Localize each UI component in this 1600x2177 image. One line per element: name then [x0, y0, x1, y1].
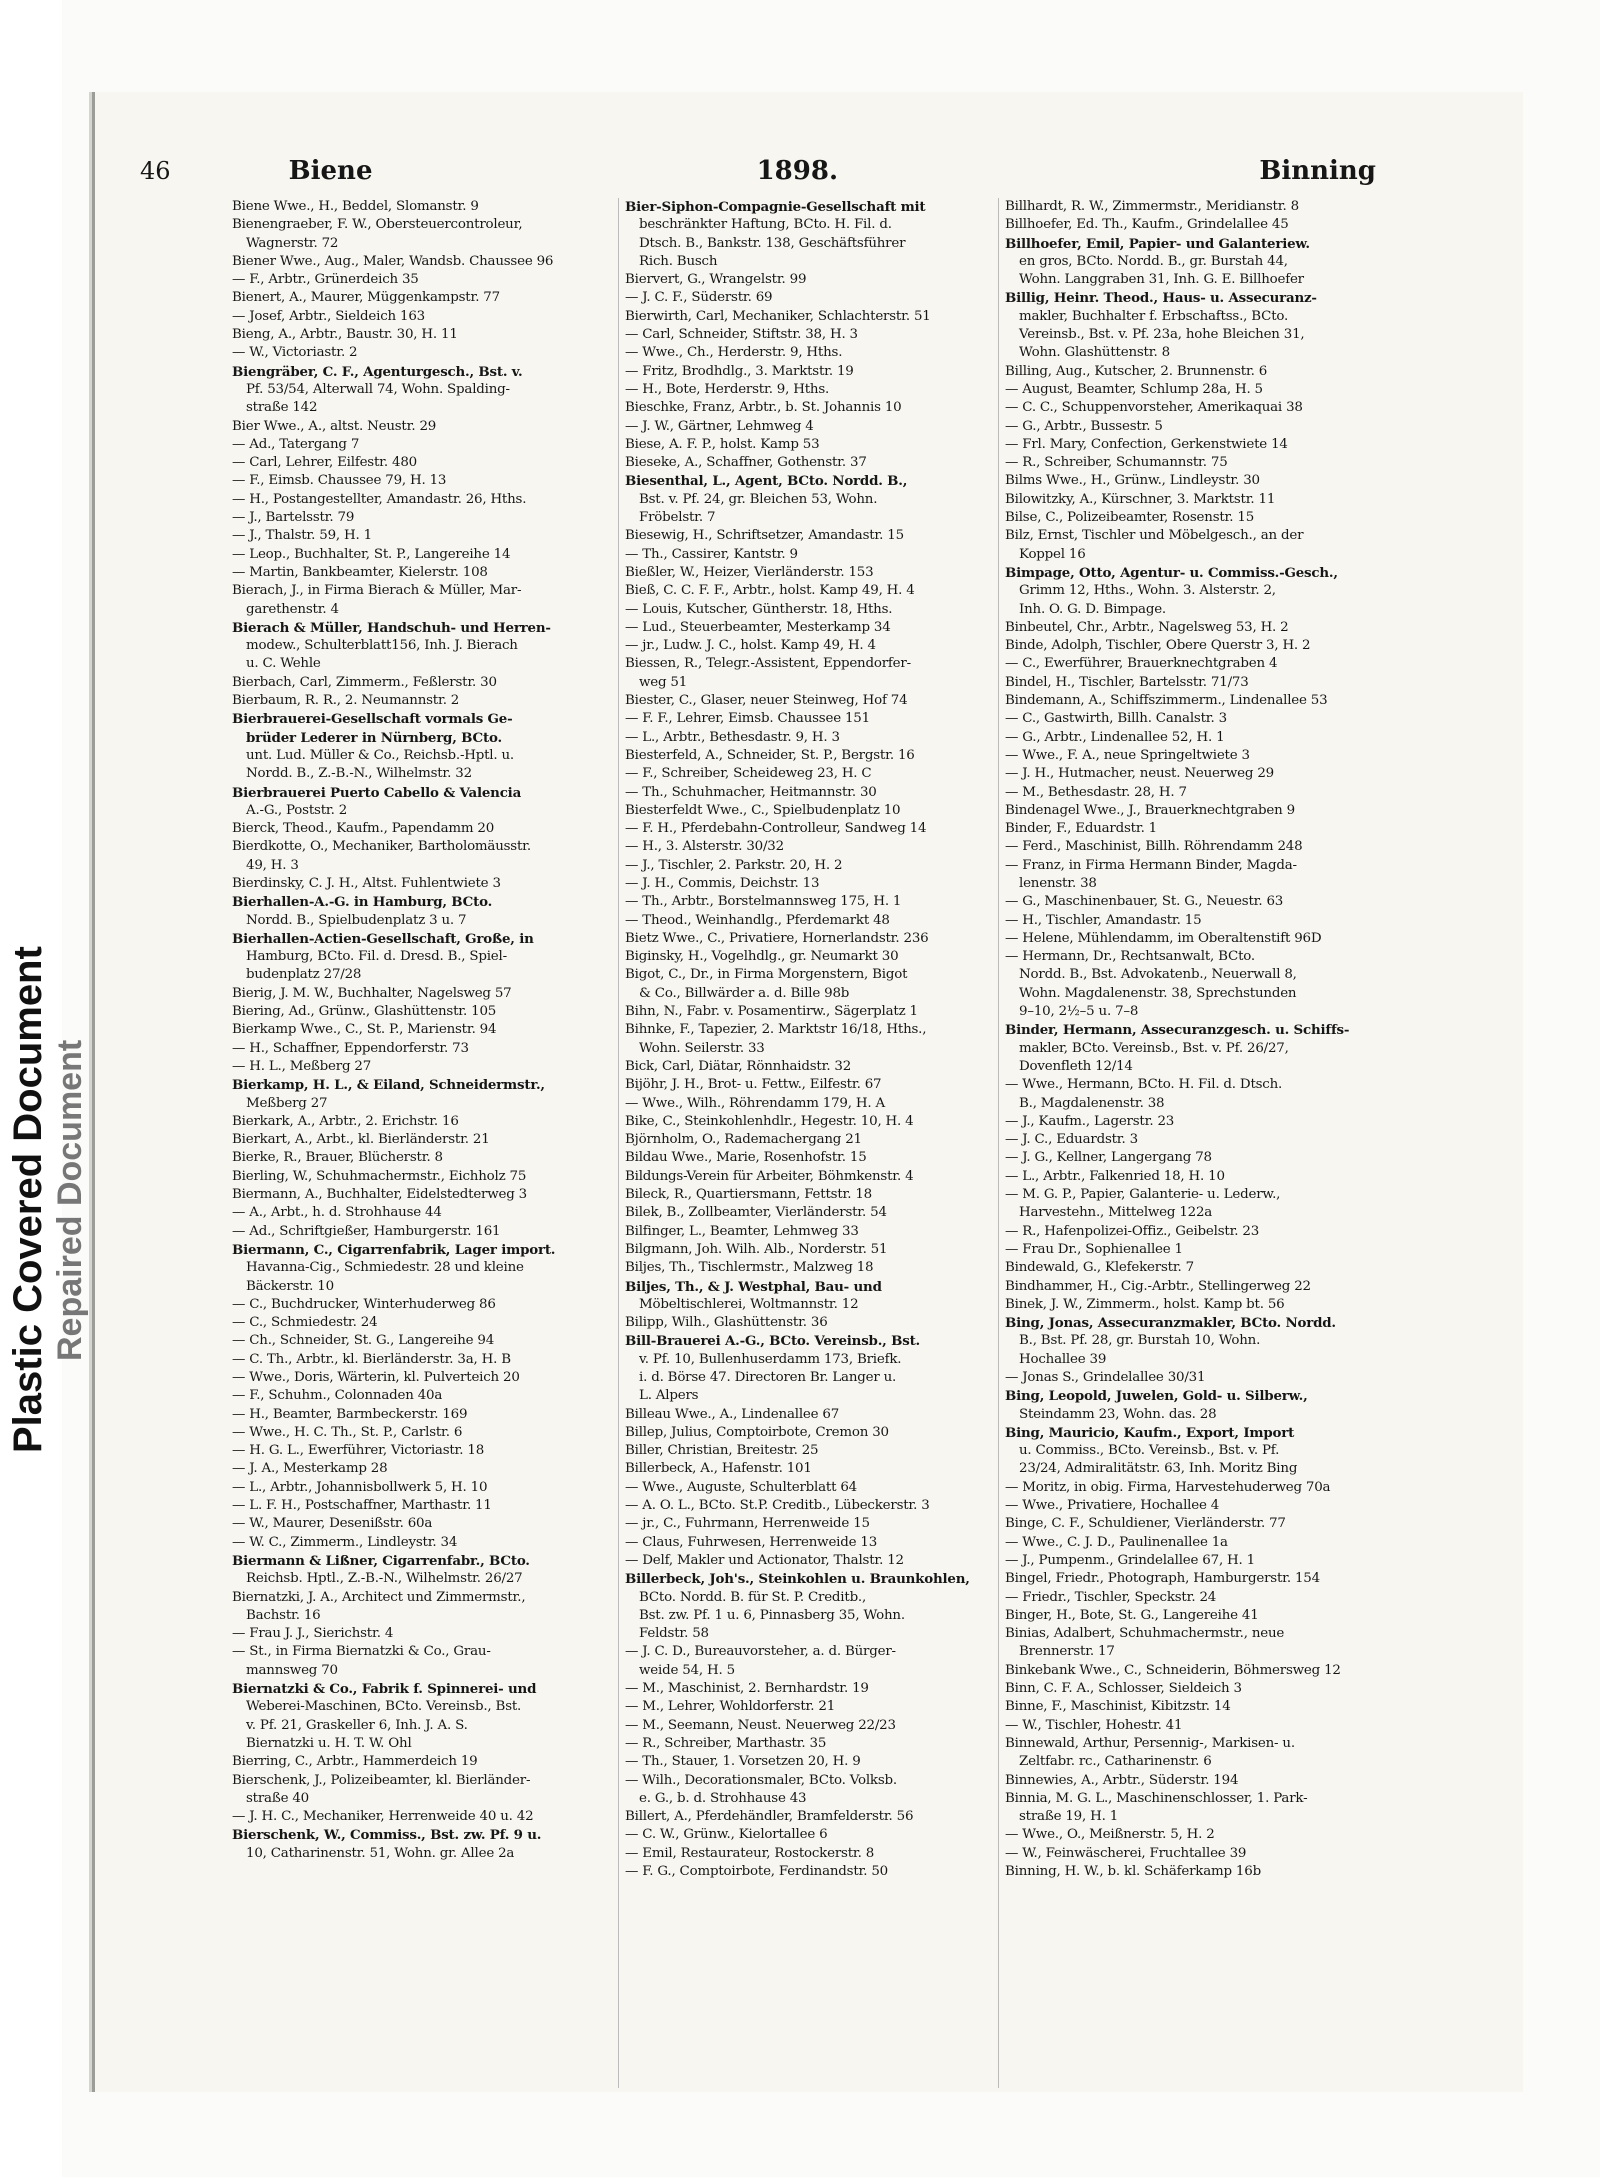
directory-entry: Biernatzki & Co., Fabrik f. Spinnerei- und: [232, 1681, 537, 1698]
directory-entry: Bingel, Friedr., Photograph, Hamburgerstr. 154: [1005, 1571, 1320, 1587]
directory-entry: Biese, A. F. P., holst. Kamp 53: [625, 436, 820, 452]
entry-continuation: Inh. O. G. D. Bimpage.: [1019, 601, 1166, 617]
directory-entry: Biernatzki, J. A., Architect und Zimmermstr.,: [232, 1589, 526, 1605]
entry-continuation: Weberei-Maschinen, BCto. Vereinsb., Bst.: [246, 1699, 522, 1715]
directory-entry: — J., Thalstr. 59, H. 1: [232, 528, 372, 544]
entry-continuation: makler, BCto. Vereinsb., Bst. v. Pf. 26/27,: [1019, 1040, 1289, 1056]
entry-continuation: Wohn. Glashüttenstr. 8: [1019, 345, 1170, 361]
directory-entry: — Friedr., Tischler, Speckstr. 24: [1005, 1589, 1217, 1605]
directory-entry: — C. C., Schuppenvorsteher, Amerikaquai 38: [1005, 400, 1303, 416]
directory-entry: Bierach, J., in Firma Bierach & Müller, Mar-: [232, 583, 522, 599]
directory-entry: — C., Ewerführer, Brauerknechtgraben 4: [1005, 656, 1278, 672]
directory-entry: Bing, Leopold, Juwelen, Gold- u. Silberw.,: [1005, 1388, 1308, 1405]
directory-entry: — Wwe., C. J. D., Paulinenallee 1a: [1005, 1534, 1228, 1550]
directory-entry: Binge, C. F., Schuldiener, Vierländerstr. 77: [1005, 1516, 1286, 1532]
directory-entry: — jr., Ludw. J. C., holst. Kamp 49, H. 4: [625, 638, 876, 654]
entry-continuation: e. G., b. d. Strohhause 43: [639, 1790, 807, 1806]
entry-continuation: Dovenfleth 12/14: [1019, 1058, 1133, 1074]
directory-entry: Bilz, Ernst, Tischler und Möbelgesch., an der: [1005, 528, 1304, 544]
entry-continuation: straße 19, H. 1: [1019, 1809, 1119, 1825]
directory-entry: — Hermann, Dr., Rechtsanwalt, BCto.: [1005, 949, 1255, 965]
directory-entry: — Helene, Mühlendamm, im Oberaltenstift 96D: [1005, 930, 1322, 946]
directory-entry: — Wwe., Ch., Herderstr. 9, Hths.: [625, 345, 843, 361]
directory-entry: — J. G., Kellner, Langergang 78: [1005, 1150, 1212, 1166]
directory-entry: — Th., Schuhmacher, Heitmannstr. 30: [625, 784, 877, 800]
entry-continuation: u. C. Wehle: [246, 656, 321, 672]
entry-continuation: beschränkter Haftung, BCto. H. Fil. d.: [639, 217, 892, 233]
entry-continuation: Meßberg 27: [246, 1095, 328, 1111]
directory-entry: — Louis, Kutscher, Güntherstr. 18, Hths.: [625, 601, 893, 617]
entry-continuation: Bachstr. 16: [246, 1607, 321, 1623]
entry-continuation: Grimm 12, Hths., Wohn. 3. Alsterstr. 2,: [1019, 583, 1276, 599]
directory-entry: Bier Wwe., A., altst. Neustr. 29: [232, 418, 437, 434]
directory-entry: — W., Victoriastr. 2: [232, 345, 358, 361]
column-1: [232, 198, 604, 2088]
directory-entry: — Delf, Makler und Actionator, Thalstr. 12: [625, 1552, 904, 1568]
header-right-word: Binning: [1259, 156, 1376, 186]
entry-continuation: BCto. Nordd. B. für St. P. Creditb.,: [639, 1589, 867, 1605]
directory-entry: — J. C., Eduardstr. 3: [1005, 1132, 1138, 1148]
directory-entry: — Ferd., Maschinist, Billh. Röhrendamm 248: [1005, 839, 1303, 855]
directory-entry: — R., Schreiber, Marthastr. 35: [625, 1735, 827, 1751]
directory-entry: Bileck, R., Quartiersmann, Fettstr. 18: [625, 1187, 872, 1203]
entry-continuation: B., Magdalenenstr. 38: [1019, 1095, 1165, 1111]
entry-continuation: Feldstr. 58: [639, 1626, 709, 1642]
directory-entry: — J. H. C., Mechaniker, Herrenweide 40 u. 42: [232, 1809, 534, 1825]
directory-entry: — J. A., Mesterkamp 28: [232, 1461, 388, 1477]
directory-entry: — Wwe., Privatiere, Hochallee 4: [1005, 1498, 1220, 1514]
directory-entry: Biering, Ad., Grünw., Glashüttenstr. 105: [232, 1004, 497, 1020]
directory-entry: Bindhammer, H., Cig.-Arbtr., Stellingerweg 22: [1005, 1278, 1311, 1294]
directory-entry: — Ad., Tatergang 7: [232, 436, 360, 452]
entry-continuation: Brennerstr. 17: [1019, 1644, 1115, 1660]
header-left-word: Biene: [288, 156, 373, 186]
entry-continuation: Pf. 53/54, Alterwall 74, Wohn. Spalding-: [246, 381, 510, 397]
directory-entry: Bierschenk, W., Commiss., Bst. zw. Pf. 9 u.: [232, 1827, 542, 1844]
directory-entry: — R., Hafenpolizei-Offiz., Geibelstr. 23: [1005, 1223, 1260, 1239]
directory-entry: — Josef, Arbtr., Sieldeich 163: [232, 308, 425, 324]
entry-continuation: 23/24, Admiralitätstr. 63, Inh. Moritz Bing: [1019, 1461, 1298, 1477]
directory-entry: — Wwe., Wilh., Röhrendamm 179, H. A: [625, 1095, 885, 1111]
directory-entry: Bildungs-Verein für Arbeiter, Böhmkenstr. 4: [625, 1168, 914, 1184]
entry-continuation: mannsweg 70: [246, 1662, 338, 1678]
directory-entry: Bießler, W., Heizer, Vierländerstr. 153: [625, 564, 874, 580]
directory-entry: Bieß, C. C. F. F., Arbtr., holst. Kamp 49, H. 4: [625, 583, 915, 599]
entry-continuation: weide 54, H. 5: [639, 1662, 735, 1678]
directory-entry: — J. C. D., Bureauvorsteher, a. d. Bürger-: [625, 1644, 896, 1660]
directory-entry: — Carl, Schneider, Stiftstr. 38, H. 3: [625, 327, 858, 343]
directory-entry: — M., Lehrer, Wohldorferstr. 21: [625, 1699, 836, 1715]
directory-entry: — J. H., Hutmacher, neust. Neuerweg 29: [1005, 766, 1274, 782]
directory-entry: — Claus, Fuhrwesen, Herrenweide 13: [625, 1534, 878, 1550]
entry-continuation: unt. Lud. Müller & Co., Reichsb.-Hptl. u.: [246, 747, 514, 763]
directory-entry: — Wwe., H. C. Th., St. P., Carlstr. 6: [232, 1424, 463, 1440]
entry-continuation: budenplatz 27/28: [246, 967, 362, 983]
directory-entry: — H. G. L., Ewerführer, Victoriastr. 18: [232, 1443, 485, 1459]
directory-entry: Billert, A., Pferdehändler, Bramfelderstr. 56: [625, 1809, 914, 1825]
directory-entry: Bihnke, F., Tapezier, 2. Marktstr 16/18, Hths.,: [625, 1022, 927, 1038]
scan-side-label: [6, 600, 89, 1800]
directory-entry: Bieseke, A., Schaffner, Gothenstr. 37: [625, 455, 867, 471]
directory-entry: Bilfinger, L., Beamter, Lehmweg 33: [625, 1223, 859, 1239]
directory-entry: Binnia, M. G. L., Maschinenschlosser, 1. Park-: [1005, 1790, 1308, 1806]
directory-entry: — H., 3. Alsterstr. 30/32: [625, 839, 784, 855]
entry-continuation: & Co., Billwärder a. d. Bille 98b: [639, 985, 850, 1001]
directory-entry: Biesenthal, L., Agent, BCto. Nordd. B.,: [625, 473, 908, 490]
entry-continuation: straße 142: [246, 400, 318, 416]
entry-continuation: Bäckerstr. 10: [246, 1278, 334, 1294]
entry-continuation: B., Bst. Pf. 28, gr. Burstah 10, Wohn.: [1019, 1333, 1261, 1349]
directory-entry: — L., Arbtr., Johannisbollwerk 5, H. 10: [232, 1479, 488, 1495]
directory-entry: Bilipp, Wilh., Glashüttenstr. 36: [625, 1315, 828, 1331]
directory-entry: Biermann, A., Buchhalter, Eidelstedterweg 3: [232, 1187, 527, 1203]
directory-entry: Billerbeck, A., Hafenstr. 101: [625, 1461, 812, 1477]
directory-entry: — Wwe., Hermann, BCto. H. Fil. d. Dtsch.: [1005, 1077, 1283, 1093]
entry-continuation: Biernatzki u. H. T. W. Ohl: [246, 1735, 412, 1751]
directory-entry: — J. W., Gärtner, Lehmweg 4: [625, 418, 814, 434]
directory-entry: — A., Arbt., h. d. Strohhause 44: [232, 1205, 442, 1221]
entry-continuation: Bst. v. Pf. 24, gr. Bleichen 53, Wohn.: [639, 491, 878, 507]
directory-entry: Bieng, A., Arbtr., Baustr. 30, H. 11: [232, 327, 458, 343]
directory-entry: Biervert, G., Wrangelstr. 99: [625, 272, 807, 288]
directory-entry: — F. H., Pferdebahn-Controlleur, Sandweg 14: [625, 821, 927, 837]
entry-continuation: v. Pf. 10, Bullenhuserdamm 173, Briefk.: [639, 1351, 902, 1367]
directory-entry: Bierdinsky, C. J. H., Altst. Fuhlentwiete 3: [232, 875, 501, 891]
directory-entry: Binias, Adalbert, Schuhmachermstr., neue: [1005, 1626, 1285, 1642]
directory-entry: — Wilh., Decorationsmaler, BCto. Volksb.: [625, 1772, 897, 1788]
directory-entry: Bijöhr, J. H., Brot- u. Fettw., Eilfestr. 67: [625, 1077, 882, 1093]
directory-entry: Binne, F., Maschinist, Kibitzstr. 14: [1005, 1699, 1231, 1715]
directory-entry: Bierhallen-A.-G. in Hamburg, BCto.: [232, 894, 493, 911]
scan-side-strip: [0, 0, 89, 2177]
directory-entry: Biesewig, H., Schriftsetzer, Amandastr. 15: [625, 528, 904, 544]
directory-entry: — Fritz, Brodhdlg., 3. Marktstr. 19: [625, 363, 854, 379]
entry-continuation: Wohn. Magdalenenstr. 38, Sprechstunden: [1019, 985, 1297, 1001]
directory-entry: — H., Postangestellter, Amandastr. 26, Hths.: [232, 491, 527, 507]
entry-continuation: Nordd. B., Z.-B.-N., Wilhelmstr. 32: [246, 766, 472, 782]
entry-continuation: Fröbelstr. 7: [639, 510, 716, 526]
directory-entry: Binger, H., Bote, St. G., Langereihe 41: [1005, 1607, 1259, 1623]
entry-continuation: Koppel 16: [1019, 546, 1086, 562]
directory-entry: — L. F. H., Postschaffner, Marthastr. 11: [232, 1498, 492, 1514]
entry-continuation: i. d. Börse 47. Directoren Br. Langer u.: [639, 1370, 897, 1385]
directory-entry: Biginsky, H., Vogelhdlg., gr. Neumarkt 30: [625, 949, 899, 965]
directory-entry: — A. O. L., BCto. St.P. Creditb., Lübeckerstr. 3: [625, 1498, 930, 1514]
column-3: [998, 198, 1371, 2088]
entry-continuation: 49, H. 3: [246, 857, 299, 873]
directory-entry: — Lud., Steuerbeamter, Mesterkamp 34: [625, 619, 891, 635]
entry-continuation: Harvestehn., Mittelweg 122a: [1019, 1205, 1213, 1221]
directory-entry: — Moritz, in obig. Firma, Harvestehuderweg 70a: [1005, 1479, 1331, 1495]
directory-entry: Bierkark, A., Arbtr., 2. Erichstr. 16: [232, 1113, 459, 1129]
directory-entry: Biesterfeld, A., Schneider, St. P., Bergstr. 16: [625, 747, 915, 763]
directory-entry: Bierkamp Wwe., C., St. P., Marienstr. 94: [232, 1022, 497, 1038]
entry-continuation: Wohn. Langgraben 31, Inh. G. E. Billhoefer: [1019, 272, 1304, 288]
directory-entry: — Wwe., O., Meißnerstr. 5, H. 2: [1005, 1827, 1215, 1843]
side-label-line1: Plastic Covered Document: [6, 946, 50, 1454]
directory-entry: Biermann & Lißner, Cigarrenfabr., BCto.: [232, 1552, 530, 1569]
directory-entry: Binde, Adolph, Tischler, Obere Querstr 3, H. 2: [1005, 638, 1311, 654]
directory-entry: Bierhallen-Actien-Gesellschaft, Große, in: [232, 930, 534, 947]
directory-entry: Biene Wwe., H., Beddel, Slomanstr. 9: [232, 199, 479, 214]
directory-entry: — Franz, in Firma Hermann Binder, Magda-: [1005, 857, 1297, 873]
directory-entry: — R., Schreiber, Schumannstr. 75: [1005, 455, 1228, 471]
directory-entry: — C. Th., Arbtr., kl. Bierländerstr. 3a, H. B: [232, 1351, 511, 1367]
entry-continuation: modew., Schulterblatt156, Inh. J. Bierach: [246, 638, 518, 654]
directory-entry: Billing, Aug., Kutscher, 2. Brunnenstr. 6: [1005, 363, 1268, 379]
directory-entry: — M., Bethesdastr. 28, H. 7: [1005, 784, 1187, 800]
directory-entry: — F. G., Comptoirbote, Ferdinandstr. 50: [625, 1864, 888, 1880]
directory-entry: Bierbrauerei Puerto Cabello & Valencia: [232, 784, 522, 801]
directory-entry: — jr., C., Fuhrmann, Herrenweide 15: [625, 1516, 870, 1532]
entry-continuation: makler, Buchhalter f. Erbschaftss., BCto.: [1019, 308, 1289, 324]
entry-continuation: Bst. zw. Pf. 1 u. 6, Pinnasberg 35, Wohn.: [639, 1607, 905, 1623]
directory-entry: Björnholm, O., Rademachergang 21: [625, 1132, 862, 1148]
directory-entry: Bierring, C., Arbtr., Hammerdeich 19: [232, 1754, 478, 1770]
directory-entry: Biljes, Th., Tischlermstr., Malzweg 18: [625, 1260, 874, 1276]
entry-continuation: Wohn. Seilerstr. 33: [639, 1040, 765, 1056]
directory-entry: — C., Gastwirth, Billh. Canalstr. 3: [1005, 711, 1227, 727]
entry-continuation: Rich. Busch: [639, 253, 718, 269]
entry-continuation: Hamburg, BCto. Fil. d. Dresd. B., Spiel-: [246, 949, 507, 965]
directory-entry: Biengräber, C. F., Agenturgesch., Bst. v.: [232, 363, 523, 380]
directory-entry: Bindewald, G., Klefekerstr. 7: [1005, 1260, 1194, 1276]
entry-continuation: 10, Catharinenstr. 51, Wohn. gr. Allee 2a: [246, 1845, 515, 1861]
directory-entry: Biester, C., Glaser, neuer Steinweg, Hof 74: [625, 693, 908, 709]
directory-entry: Bildau Wwe., Marie, Rosenhofstr. 15: [625, 1150, 867, 1166]
directory-entry: Bienert, A., Maurer, Müggenkampstr. 77: [232, 290, 500, 306]
directory-entry: — H. L., Meßberg 27: [232, 1058, 372, 1074]
directory-entry: — Th., Stauer, 1. Vorsetzen 20, H. 9: [625, 1754, 861, 1770]
side-label-line2: Repaired Document: [51, 1039, 89, 1361]
directory-entry: — H., Schaffner, Eppendorferstr. 73: [232, 1040, 469, 1056]
directory-entry: — L., Arbtr., Bethesdastr. 9, H. 3: [625, 729, 840, 745]
entry-continuation: Zeltfabr. rc., Catharinenstr. 6: [1019, 1754, 1212, 1770]
entry-continuation: 9–10, 2½–5 u. 7–8: [1019, 1004, 1139, 1020]
directory-entry: — J., Bartelsstr. 79: [232, 510, 355, 526]
directory-entry: Bierdkotte, O., Mechaniker, Bartholomäusstr.: [232, 839, 531, 855]
directory-entry: — J., Pumpenm., Grindelallee 67, H. 1: [1005, 1552, 1255, 1568]
directory-entry: — Frl. Mary, Confection, Gerkenstwiete 14: [1005, 436, 1288, 452]
directory-entry: Biessen, R., Telegr.-Assistent, Eppendorfer-: [625, 656, 911, 672]
directory-entry: Bigot, C., Dr., in Firma Morgenstern, Bigot: [625, 967, 908, 983]
directory-entry: — M., Seemann, Neust. Neuerweg 22/23: [625, 1717, 896, 1733]
directory-entry: — W., Maurer, Desenißstr. 60a: [232, 1516, 433, 1532]
directory-entry: — Theod., Weinhandlg., Pferdemarkt 48: [625, 912, 890, 928]
directory-entry: Bike, C., Steinkohlenhdlr., Hegestr. 10, H. 4: [625, 1113, 914, 1129]
directory-entry: — H., Tischler, Amandastr. 15: [1005, 912, 1202, 928]
directory-entry: — W., Tischler, Hohestr. 41: [1005, 1717, 1183, 1733]
directory-entry: Biller, Christian, Breitestr. 25: [625, 1443, 819, 1459]
directory-entry: Biljes, Th., & J. Westphal, Bau- und: [625, 1278, 882, 1295]
directory-entry: Bierbaum, R. R., 2. Neumannstr. 2: [232, 693, 460, 709]
directory-entry: — F., Eimsb. Chaussee 79, H. 13: [232, 473, 447, 489]
directory-entry: Bindel, H., Tischler, Bartelsstr. 71/73: [1005, 674, 1249, 690]
directory-entry: — H., Beamter, Barmbeckerstr. 169: [232, 1406, 468, 1422]
directory-entry: Bierig, J. M. W., Buchhalter, Nagelsweg 57: [232, 985, 512, 1001]
entry-continuation: Dtsch. B., Bankstr. 138, Geschäftsführer: [639, 235, 906, 251]
directory-entry: — Frau J. J., Sierichstr. 4: [232, 1626, 394, 1642]
directory-entry: — C., Schmiedestr. 24: [232, 1315, 378, 1331]
directory-entry: Bill-Brauerei A.-G., BCto. Vereinsb., Bst.: [625, 1333, 921, 1350]
directory-entry: Billhoefer, Ed. Th., Kaufm., Grindelallee 45: [1005, 217, 1289, 233]
directory-entry: — F., Schreiber, Scheideweg 23, H. C: [625, 766, 872, 782]
directory-entry: — Wwe., F. A., neue Springeltwiete 3: [1005, 747, 1250, 763]
directory-entry: Biener Wwe., Aug., Maler, Wandsb. Chaussee 96: [232, 253, 554, 269]
directory-entry: — L., Arbtr., Falkenried 18, H. 10: [1005, 1168, 1225, 1184]
directory-entry: — G., Arbtr., Lindenallee 52, H. 1: [1005, 729, 1225, 745]
directory-entry: Binder, F., Eduardstr. 1: [1005, 821, 1158, 837]
entry-continuation: weg 51: [639, 674, 688, 690]
directory-entry: Binnewald, Arthur, Persennig-, Markisen- u.: [1005, 1735, 1295, 1751]
directory-entry: Binning, H. W., b. kl. Schäferkamp 16b: [1005, 1864, 1261, 1880]
directory-entry: — Ch., Schneider, St. G., Langereihe 94: [232, 1333, 495, 1349]
directory-entry: — F., Schuhm., Colonnaden 40a: [232, 1388, 443, 1404]
directory-entry: Biesterfeldt Wwe., C., Spielbudenplatz 10: [625, 802, 901, 818]
entry-continuation: lenenstr. 38: [1019, 875, 1097, 891]
directory-entry: — J. H., Commis, Deichstr. 13: [625, 875, 820, 891]
entry-continuation: Nordd. B., Spielbudenplatz 3 u. 7: [246, 912, 467, 928]
directory-entry: Billhardt, R. W., Zimmermstr., Meridianstr. 8: [1005, 199, 1299, 214]
directory-entry: — Th., Arbtr., Borstelmannsweg 175, H. 1: [625, 894, 902, 910]
directory-entry: Binek, J. W., Zimmerm., holst. Kamp bt. 56: [1005, 1296, 1285, 1312]
entry-continuation: u. Commiss., BCto. Vereinsb., Bst. v. Pf.: [1019, 1443, 1280, 1459]
directory-entry: Bilek, B., Zollbeamter, Vierländerstr. 54: [625, 1205, 887, 1221]
entry-continuation: Steindamm 23, Wohn. das. 28: [1019, 1406, 1217, 1422]
directory-entry: Bing, Jonas, Assecuranzmakler, BCto. Nordd.: [1005, 1315, 1336, 1332]
directory-entry: Bieschke, Franz, Arbtr., b. St. Johannis 10: [625, 400, 902, 416]
directory-entry: Billep, Julius, Comptoirbote, Cremon 30: [625, 1424, 889, 1440]
directory-entry: Bierach & Müller, Handschuh- und Herren-: [232, 619, 551, 636]
directory-entry: — August, Beamter, Schlump 28a, H. 5: [1005, 381, 1263, 397]
directory-entry: Billig, Heinr. Theod., Haus- u. Assecuranz-: [1005, 290, 1317, 307]
directory-entry: Binkebank Wwe., C., Schneiderin, Böhmersweg 12: [1005, 1662, 1341, 1678]
entry-continuation: L. Alpers: [639, 1388, 699, 1404]
entry-continuation: A.-G., Poststr. 2: [246, 802, 348, 818]
directory-entry: Bienengraeber, F. W., Obersteuercontroleur,: [232, 217, 523, 233]
directory-entry: Bierling, W., Schuhmachermstr., Eichholz 75: [232, 1168, 527, 1184]
directory-entry: Bilgmann, Joh. Wilh. Alb., Norderstr. 51: [625, 1241, 888, 1257]
directory-entry: Bing, Mauricio, Kaufm., Export, Import: [1005, 1424, 1295, 1441]
directory-entry: — Wwe., Doris, Wärterin, kl. Pulverteich 20: [232, 1370, 520, 1385]
directory-entry: Bilse, C., Polizeibeamter, Rosenstr. 15: [1005, 510, 1255, 526]
directory-entry: Binbeutel, Chr., Arbtr., Nagelsweg 53, H. 2: [1005, 619, 1289, 635]
directory-entry: — Frau Dr., Sophienallee 1: [1005, 1241, 1183, 1257]
entry-continuation: Wagnerstr. 72: [246, 235, 339, 251]
directory-entry: Bierbach, Carl, Zimmerm., Feßlerstr. 30: [232, 674, 497, 690]
directory-entry: Bierschenk, J., Polizeibeamter, kl. Bierländer-: [232, 1772, 531, 1788]
directory-entry: — Leop., Buchhalter, St. P., Langereihe 14: [232, 546, 511, 562]
directory-entry: — Th., Cassirer, Kantstr. 9: [625, 546, 798, 562]
directory-entry: — F. F., Lehrer, Eimsb. Chaussee 151: [625, 711, 870, 727]
directory-columns: [232, 198, 1380, 2088]
page-header: [140, 156, 1376, 198]
directory-entry: — St., in Firma Biernatzki & Co., Grau-: [232, 1644, 491, 1660]
directory-entry: — F., Arbtr., Grünerdeich 35: [232, 272, 419, 288]
page-number: 46: [140, 157, 171, 185]
column-2: [618, 198, 991, 2088]
directory-entry: — Carl, Lehrer, Eilfestr. 480: [232, 455, 417, 471]
directory-entry: — Martin, Bankbeamter, Kielerstr. 108: [232, 564, 488, 580]
directory-entry: Bierkamp, H. L., & Eiland, Schneidermstr.,: [232, 1077, 545, 1094]
directory-entry: — J., Kaufm., Lagerstr. 23: [1005, 1113, 1175, 1129]
entry-continuation: Nordd. B., Bst. Advokatenb., Neuerwall 8,: [1019, 967, 1297, 983]
directory-entry: — H., Bote, Herderstr. 9, Hths.: [625, 381, 830, 397]
entry-continuation: brüder Lederer in Nürnberg, BCto.: [246, 729, 502, 746]
entry-continuation: v. Pf. 21, Graskeller 6, Inh. J. A. S.: [246, 1717, 468, 1733]
directory-entry: — G., Maschinenbauer, St. G., Neuestr. 63: [1005, 894, 1284, 910]
directory-entry: Bierkart, A., Arbt., kl. Bierländerstr. 21: [232, 1132, 490, 1148]
entry-continuation: Hochallee 39: [1019, 1351, 1107, 1367]
directory-entry: Bierke, R., Brauer, Blücherstr. 8: [232, 1150, 443, 1166]
entry-continuation: Möbeltischlerei, Woltmannstr. 12: [639, 1296, 859, 1312]
directory-entry: — J. C. F., Süderstr. 69: [625, 290, 773, 306]
directory-entry: — M. G. P., Papier, Galanterie- u. Lederw.,: [1005, 1187, 1281, 1203]
directory-entry: — W., Feinwäscherei, Fruchtallee 39: [1005, 1845, 1247, 1861]
directory-entry: — C. W., Grünw., Kielortallee 6: [625, 1827, 828, 1843]
directory-entry: Bilms Wwe., H., Grünw., Lindleystr. 30: [1005, 473, 1260, 489]
directory-entry: Bierwirth, Carl, Mechaniker, Schlachterstr. 51: [625, 308, 931, 324]
entry-continuation: straße 40: [246, 1790, 310, 1806]
directory-entry: Billeau Wwe., A., Lindenallee 67: [625, 1406, 840, 1422]
directory-entry: — J., Tischler, 2. Parkstr. 20, H. 2: [625, 857, 843, 873]
directory-entry: Bierck, Theod., Kaufm., Papendamm 20: [232, 821, 495, 837]
entry-continuation: garethenstr. 4: [246, 601, 339, 617]
directory-entry: — Wwe., Auguste, Schulterblatt 64: [625, 1479, 857, 1495]
entry-continuation: Vereinsb., Bst. v. Pf. 23a, hohe Bleichen 31,: [1019, 327, 1305, 343]
directory-entry: Binn, C. F. A., Schlosser, Sieldeich 3: [1005, 1681, 1242, 1697]
directory-entry: Billerbeck, Joh's., Steinkohlen u. Braunkohlen,: [625, 1571, 970, 1588]
directory-entry: Billhoefer, Emil, Papier- und Galanteriew.: [1005, 235, 1310, 252]
directory-entry: — G., Arbtr., Bussestr. 5: [1005, 418, 1163, 434]
entry-continuation: en gros, BCto. Nordd. B., gr. Burstah 44,: [1019, 253, 1288, 269]
directory-entry: — W. C., Zimmerm., Lindleystr. 34: [232, 1534, 458, 1550]
directory-entry: — Ad., Schriftgießer, Hamburgerstr. 161: [232, 1223, 501, 1239]
directory-entry: Binnewies, A., Arbtr., Süderstr. 194: [1005, 1772, 1239, 1788]
entry-continuation: Havanna-Cig., Schmiedestr. 28 und kleine: [246, 1260, 524, 1276]
directory-entry: — Jonas S., Grindelallee 30/31: [1005, 1370, 1206, 1385]
directory-entry: Bindemann, A., Schiffszimmerm., Lindenallee 53: [1005, 693, 1328, 709]
directory-entry: Bierbrauerei-Gesellschaft vormals Ge-: [232, 711, 513, 728]
directory-entry: — M., Maschinist, 2. Bernhardstr. 19: [625, 1681, 869, 1697]
header-year: 1898.: [756, 156, 839, 186]
directory-entry: Binder, Hermann, Assecuranzgesch. u. Schiffs-: [1005, 1022, 1350, 1039]
directory-entry: Bindenagel Wwe., J., Brauerknechtgraben 9: [1005, 802, 1295, 818]
directory-entry: Bick, Carl, Diätar, Rönnhaidstr. 32: [625, 1058, 852, 1074]
directory-entry: Bilowitzky, A., Kürschner, 3. Marktstr. 11: [1005, 491, 1276, 507]
directory-entry: Bier-Siphon-Compagnie-Gesellschaft mit: [625, 199, 926, 215]
directory-entry: Bihn, N., Fabr. v. Posamentirw., Sägerplatz 1: [625, 1004, 918, 1020]
directory-entry: — Emil, Restaurateur, Rostockerstr. 8: [625, 1845, 875, 1861]
directory-entry: Biermann, C., Cigarrenfabrik, Lager import.: [232, 1241, 556, 1258]
directory-entry: Bietz Wwe., C., Privatiere, Hornerlandstr. 236: [625, 930, 929, 946]
entry-continuation: Reichsb. Hptl., Z.-B.-N., Wilhelmstr. 26/27: [246, 1571, 523, 1587]
directory-entry: — C., Buchdrucker, Winterhuderweg 86: [232, 1296, 496, 1312]
directory-entry: Bimpage, Otto, Agentur- u. Commiss.-Gesch.,: [1005, 564, 1338, 581]
